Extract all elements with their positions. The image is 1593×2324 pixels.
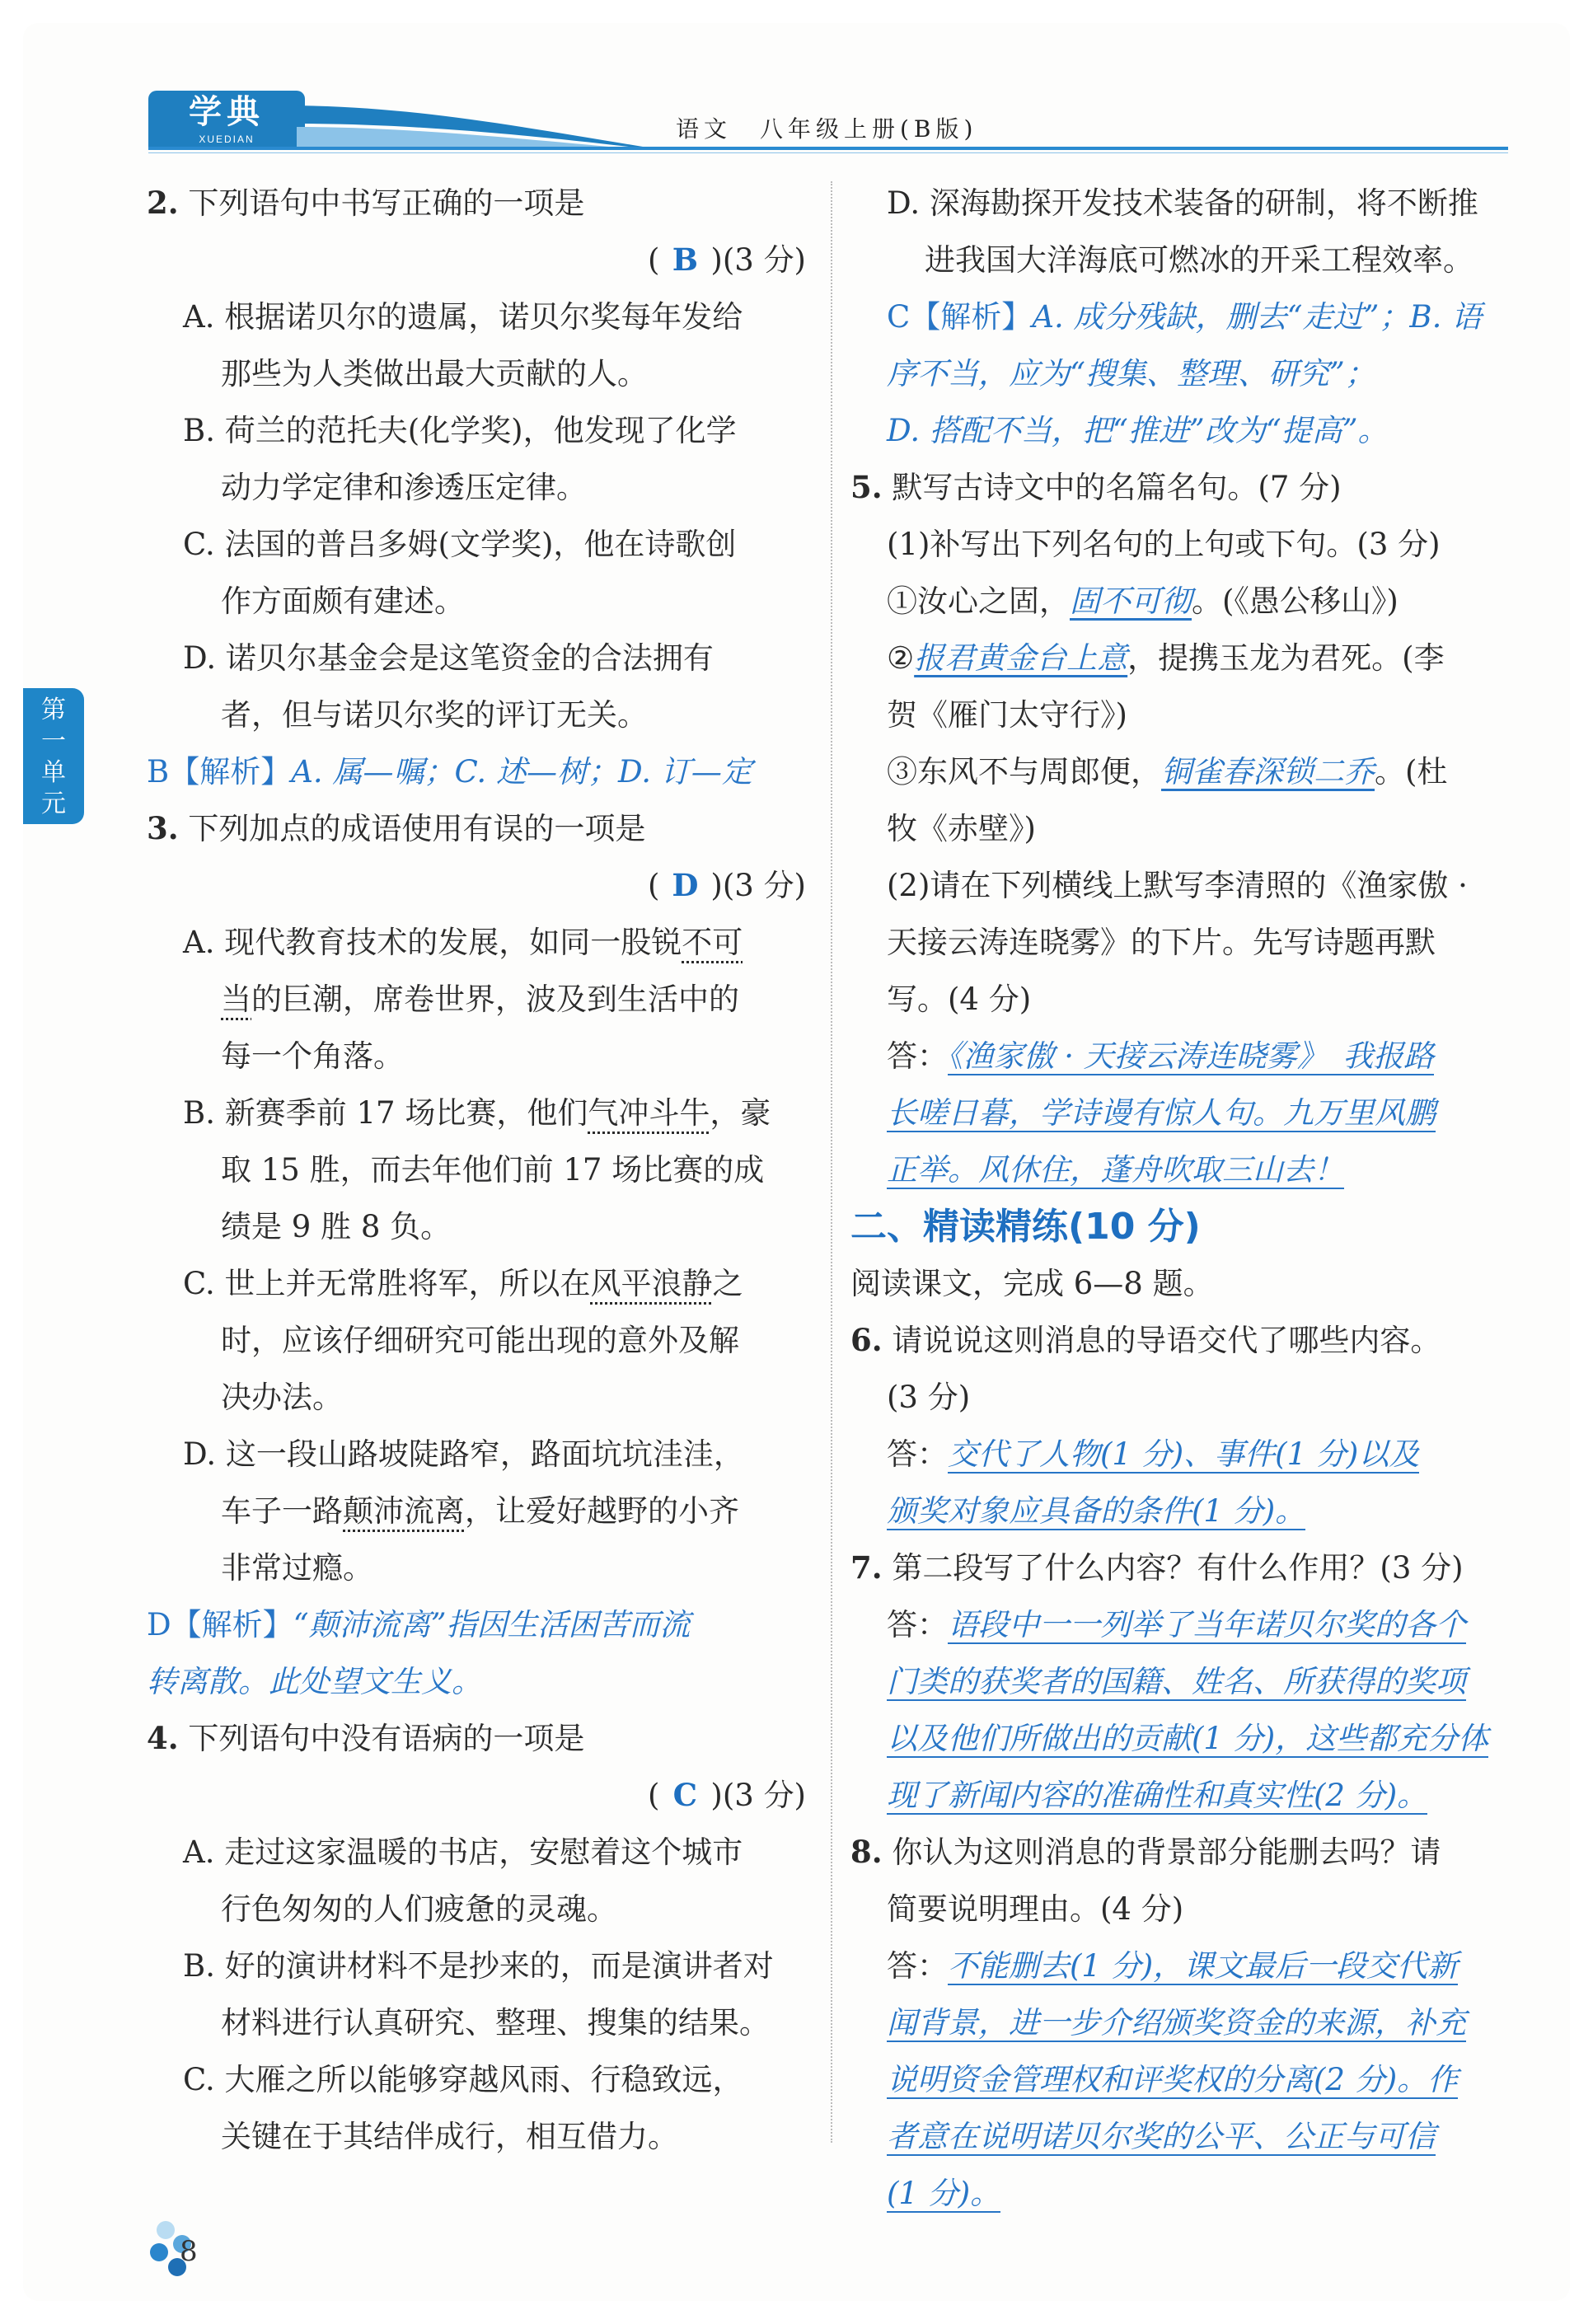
text-span: 下列语句中书写正确的一项是	[178, 185, 585, 221]
text-span: 4.	[147, 1720, 179, 1756]
text-span: 第二段写了什么内容？有什么作用？(3 分)	[882, 1550, 1464, 1586]
text-line	[147, 2108, 814, 2165]
unit-side-tab-label	[23, 695, 84, 820]
text-span: 答：	[887, 1607, 948, 1642]
text-line	[147, 175, 814, 232]
text-span: (3 分)	[887, 1380, 971, 1415]
text-line	[850, 1085, 1518, 1141]
text-span: 不可	[682, 925, 743, 960]
text-span: 二、精读精练(10 分)	[850, 1206, 1201, 1248]
text-line	[850, 1994, 1518, 2051]
header-title: 语文 八年级上册(B版)	[676, 115, 978, 143]
text-span: ②	[887, 640, 915, 676]
text-span: 时，应该仔细研究可能出现的意外及解	[221, 1323, 739, 1358]
text-line	[850, 1198, 1518, 1255]
text-line	[147, 1028, 814, 1085]
text-span: 牧《赤壁》)	[887, 811, 1036, 846]
text-span: 默写古诗文中的名篇名句。(7 分)	[882, 470, 1342, 505]
text-span: A. 根据诺贝尔的遗属，诺贝尔奖每年发给	[183, 299, 743, 335]
hexagon-decoration	[157, 2221, 175, 2239]
right-column	[850, 175, 1518, 2222]
answer-text: 铜雀春深锁二乔	[1161, 754, 1375, 790]
text-span: 3.	[147, 810, 179, 846]
text-line	[850, 1141, 1518, 1198]
text-span: ①汝心之固，	[887, 583, 1070, 619]
text-line	[147, 800, 814, 857]
text-span: 2.	[147, 185, 179, 221]
text-line	[850, 345, 1518, 402]
text-line	[850, 1426, 1518, 1483]
text-span: C. 世上并无常胜将军，所以在	[183, 1266, 591, 1301]
text-line	[147, 1994, 814, 2051]
text-span: 答：	[887, 1948, 948, 1984]
text-line	[147, 1426, 814, 1483]
text-span: 者，但与诺贝尔奖的评订无关。	[221, 697, 648, 733]
answer-text: 转离散。此处望文生义。	[147, 1664, 482, 1699]
text-line	[850, 857, 1518, 914]
text-span: )(3 分)	[710, 1778, 806, 1813]
answer-text: A. 属—嘱；C. 述—树；D. 订—定	[291, 754, 752, 790]
text-span: 下列语句中没有语病的一项是	[178, 1721, 585, 1756]
text-span: 简要说明理由。(4 分)	[887, 1891, 1184, 1927]
text-line	[147, 1198, 814, 1255]
text-span: 你认为这则消息的背景部分能删去吗？请	[882, 1834, 1441, 1870]
text-line	[147, 1369, 814, 1426]
text-line	[850, 2108, 1518, 2165]
text-span: 8.	[850, 1834, 883, 1870]
text-span: D. 深海勘探开发技术装备的研制，将不断推	[887, 185, 1478, 221]
text-span: 答：	[887, 1436, 948, 1472]
text-span: 车子一路	[221, 1493, 343, 1529]
text-line	[850, 1483, 1518, 1539]
text-span: 气冲斗牛	[588, 1095, 710, 1131]
answer-text: 《渔家傲 · 天接云涛连晓雾》 我报路	[948, 1038, 1435, 1074]
text-span: D【解析】	[147, 1607, 293, 1642]
text-span: 绩是 9 胜 8 负。	[221, 1209, 452, 1244]
text-span: B【解析】	[147, 754, 292, 790]
text-line	[147, 1483, 814, 1539]
answer-text: 以及他们所做出的贡献(1 分)，这些都充分体	[887, 1721, 1489, 1756]
text-span: 的巨潮，席卷世界，波及到生活中的	[251, 982, 739, 1017]
text-span: 下列加点的成语使用有误的一项是	[178, 811, 646, 846]
text-line	[147, 1141, 814, 1198]
answer-letter: B	[672, 241, 699, 278]
text-span: 非常过瘾。	[221, 1550, 373, 1586]
text-line	[850, 1369, 1518, 1426]
text-line	[850, 288, 1518, 345]
text-line	[850, 1881, 1518, 1937]
text-line	[147, 1653, 814, 1710]
text-line	[147, 1085, 814, 1141]
text-line	[147, 573, 814, 630]
text-line	[850, 2051, 1518, 2108]
text-span: 颠沛流离	[343, 1493, 465, 1529]
text-line	[850, 175, 1518, 232]
text-line	[850, 459, 1518, 516]
text-line	[147, 232, 814, 288]
answer-text: 长嗟日暮，学诗谩有惊人句。九万里风鹏	[887, 1095, 1436, 1131]
text-span: ，豪	[710, 1095, 771, 1131]
text-span: A. 现代教育技术的发展，如同一股锐	[183, 925, 682, 960]
unit-side-tab-char: 单	[41, 758, 66, 787]
text-span: D. 诺贝尔基金会是这笔资金的合法拥有	[183, 640, 714, 676]
answer-text: (1 分)。	[887, 2176, 1001, 2211]
text-span: (	[647, 1778, 660, 1813]
header-rule-thin	[148, 152, 1508, 153]
text-line	[850, 1539, 1518, 1596]
text-span: 贺《雁门太守行》)	[887, 697, 1127, 733]
unit-side-tab-char: 第	[41, 696, 66, 724]
column-divider	[831, 181, 832, 2143]
text-line	[147, 1539, 814, 1596]
answer-text: D. 搭配不当，把“推进”改为“提高”。	[887, 413, 1389, 448]
text-span: ，提携玉龙为君死。(李	[1127, 640, 1445, 676]
page-number: 8	[180, 2235, 198, 2268]
text-span: B. 好的演讲材料不是抄来的，而是演讲者对	[183, 1948, 774, 1984]
text-line	[147, 2051, 814, 2108]
text-line	[850, 1824, 1518, 1881]
answer-text: 闻背景，进一步介绍颁奖资金的来源，补充	[887, 2005, 1466, 2041]
text-line	[850, 516, 1518, 573]
answer-letter: C	[672, 1777, 698, 1813]
text-line	[147, 1596, 814, 1653]
answer-text: 报君黄金台上意	[914, 640, 1128, 676]
text-line	[850, 1312, 1518, 1369]
text-span: 当	[221, 982, 251, 1017]
unit-side-tab-char: 一	[41, 727, 66, 756]
text-span: C. 法国的普吕多姆(文学奖)，他在诗歌创	[183, 527, 737, 562]
text-span: 决办法。	[221, 1380, 343, 1415]
text-span: (2)请在下列横线上默写李清照的《渔家傲 ·	[887, 868, 1468, 903]
text-span: C【解析】	[887, 299, 1033, 335]
text-span: 关键在于其结伴成行，相互借力。	[221, 2119, 678, 2154]
text-line	[850, 2165, 1518, 2222]
answer-text: 颁奖对象应具备的条件(1 分)。	[887, 1493, 1306, 1529]
text-line	[850, 402, 1518, 459]
answer-text: 门类的获奖者的国籍、姓名、所获得的奖项	[887, 1664, 1466, 1699]
answer-text: 现了新闻内容的准确性和真实性(2 分)。	[887, 1778, 1428, 1813]
text-span: 之	[712, 1266, 743, 1301]
text-line	[850, 800, 1518, 857]
answer-text: A. 成分残缺，删去“走过”；B. 语	[1032, 299, 1483, 335]
text-span: 。(《愚公移山》)	[1192, 583, 1399, 619]
answer-text: 交代了人物(1 分)、事件(1 分)以及	[948, 1436, 1420, 1472]
left-column	[147, 175, 814, 2165]
text-line	[850, 1767, 1518, 1824]
text-line	[147, 459, 814, 516]
text-line	[147, 630, 814, 686]
text-line	[850, 971, 1518, 1028]
logo-text: 学典	[189, 92, 265, 131]
text-span: B. 荷兰的范托夫(化学奖)，他发现了化学	[183, 413, 737, 448]
text-line	[850, 1653, 1518, 1710]
text-span: 行色匆匆的人们疲惫的灵魂。	[221, 1891, 617, 1927]
text-line	[147, 1255, 814, 1312]
text-span: 写。(4 分)	[887, 982, 1032, 1017]
text-span: 6.	[850, 1322, 883, 1358]
text-span: 请说说这则消息的导语交代了哪些内容。	[882, 1323, 1441, 1358]
text-span: B. 新赛季前 17 场比赛，他们	[183, 1095, 588, 1131]
answer-text: 正举。风休住，蓬舟吹取三山去！	[887, 1152, 1344, 1188]
answer-letter: D	[672, 867, 699, 903]
text-span: C. 大雁之所以能够穿越风雨、行稳致远，	[183, 2062, 743, 2097]
unit-side-tab	[23, 688, 84, 824]
text-span: ，让爱好越野的小齐	[465, 1493, 739, 1529]
answer-text: 说明资金管理权和评奖权的分离(2 分)。作	[887, 2062, 1459, 2097]
text-line	[850, 232, 1518, 288]
text-span: 5.	[850, 469, 883, 505]
text-span: 风平浪静	[590, 1266, 713, 1301]
answer-text: 固不可彻	[1070, 583, 1192, 619]
text-span: )(3 分)	[710, 242, 806, 278]
text-span: (	[647, 242, 660, 278]
text-line	[147, 1710, 814, 1767]
text-line	[147, 516, 814, 573]
header-swoosh-decoration	[297, 99, 643, 148]
text-line	[147, 1824, 814, 1881]
answer-text: “颠沛流离”指因生活困苦而流	[293, 1607, 691, 1642]
text-line	[850, 686, 1518, 743]
answer-text: 者意在说明诺贝尔奖的公平、公正与可信	[887, 2119, 1436, 2154]
text-span: ③东风不与周郎便，	[887, 754, 1161, 790]
text-line	[850, 630, 1518, 686]
text-span: 每一个角落。	[221, 1038, 404, 1074]
text-line	[147, 857, 814, 914]
text-line	[147, 402, 814, 459]
text-line	[147, 1312, 814, 1369]
hexagon-decoration	[150, 2243, 168, 2261]
text-line	[147, 1937, 814, 1994]
text-line	[850, 1596, 1518, 1653]
text-span: 作方面颇有建述。	[221, 583, 465, 619]
text-span: 进我国大洋海底可燃冰的开采工程效率。	[925, 242, 1474, 278]
text-line	[147, 1767, 814, 1824]
text-line	[850, 1255, 1518, 1312]
text-span: )(3 分)	[710, 868, 806, 903]
text-line	[850, 1710, 1518, 1767]
text-span: 动力学定律和渗透压定律。	[221, 470, 587, 505]
text-span: 7.	[850, 1549, 883, 1586]
header-rule	[148, 147, 1508, 150]
text-span: A. 走过这家温暖的书店，安慰着这个城市	[183, 1834, 743, 1870]
text-span: (	[647, 868, 660, 903]
text-line	[850, 1028, 1518, 1085]
text-span: 阅读课文，完成 6—8 题。	[850, 1266, 1214, 1301]
text-line	[147, 971, 814, 1028]
answer-text: 序不当，应为“搜集、整理、研究”；	[887, 356, 1375, 391]
text-line	[147, 1881, 814, 1937]
text-span: 答：	[887, 1038, 948, 1074]
text-line	[850, 573, 1518, 630]
text-span: (1)补写出下列名句的上句或下句。(3 分)	[887, 527, 1441, 562]
text-line	[147, 743, 814, 800]
text-span: 。(杜	[1375, 754, 1448, 790]
text-line	[147, 686, 814, 743]
text-span: 那些为人类做出最大贡献的人。	[221, 356, 648, 391]
text-line	[147, 288, 814, 345]
text-span: 天接云涛连晓雾》的下片。先写诗题再默	[887, 925, 1436, 960]
text-line	[850, 743, 1518, 800]
text-line	[147, 914, 814, 971]
text-line	[850, 914, 1518, 971]
logo	[148, 91, 305, 150]
answer-text: 不能删去(1 分)，课文最后一段交代新	[948, 1948, 1459, 1984]
text-line	[850, 1937, 1518, 1994]
text-span: 取 15 胜，而去年他们前 17 场比赛的成	[221, 1152, 765, 1188]
text-span: D. 这一段山路坡陡路窄，路面坑坑洼洼，	[183, 1436, 744, 1472]
text-line	[147, 345, 814, 402]
answer-text: 语段中一一列举了当年诺贝尔奖的各个	[948, 1607, 1466, 1642]
unit-side-tab-char: 元	[41, 790, 66, 818]
logo-subtext: XUEDIAN	[199, 134, 255, 145]
text-span: 材料进行认真研究、整理、搜集的结果。	[221, 2005, 770, 2041]
